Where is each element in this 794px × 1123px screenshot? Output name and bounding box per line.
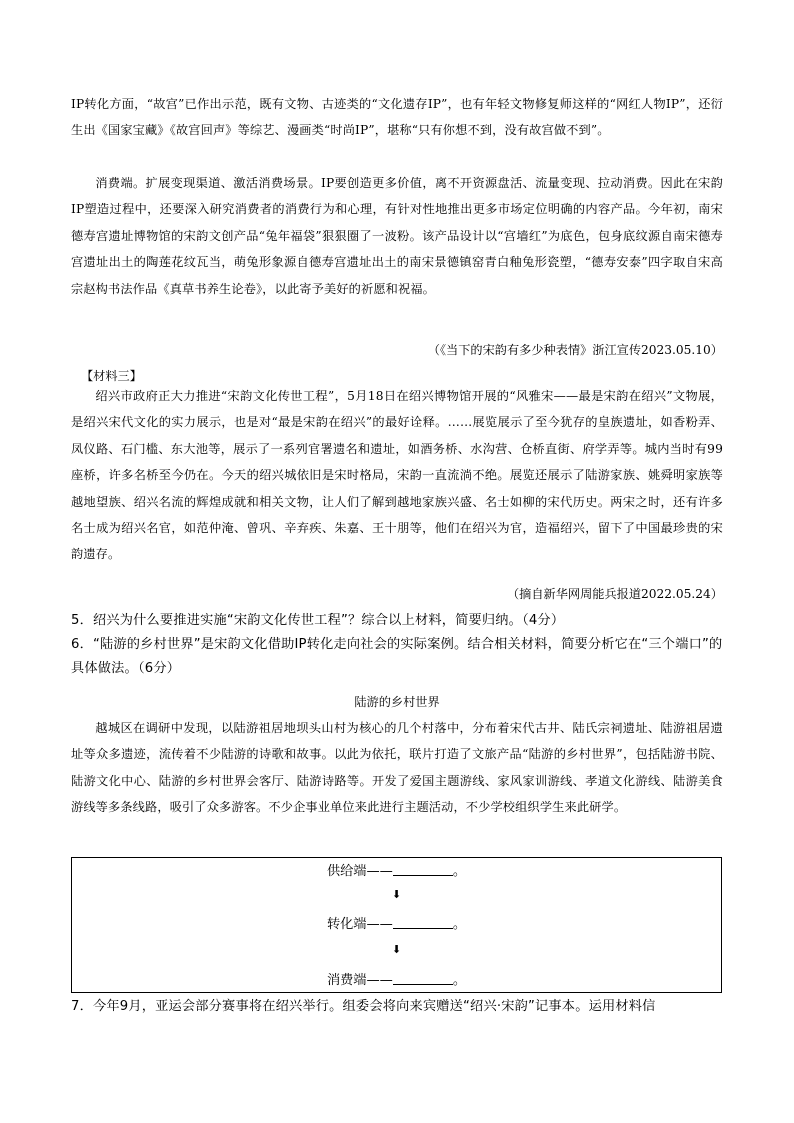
material3-paragraph: 绍兴市政府正大力推进“宋韵文化传世工程”，5月18日在绍兴博物馆开展的“风雅宋——最是宋韵在绍兴”文物展，是绍兴宋代文化的实力展示，也是对“最是宋韵在绍兴”的最好诠释。……展览展示了至今犹存的皇族遗址，如香粉弄、凤仪路、石门槛、东大池等，展示了一系列官署遗名和遗址，如酒务桥、水沟营、仓桥直街、府学弄等。城内当时有99座桥，许多名桥至今仍在。今天的绍兴城依旧是宋时格局，宋韵一直流淌不绝。展览还展示了陆游家族、姚舜明家族等越地望族、绍兴名流的辉煌成就和相关文物，让人们了解到越地家族兴盛、名士如柳的宋代历史。两宋之时，还有许多名士成为绍兴名官，如范仲淹、曾巩、辛弃疾、朱嘉、王十朋等，他们在绍兴为官，造福绍兴，留下了中国最珍贵的宋韵遗存。 (71, 389, 723, 562)
supply-end-label: 供给端—— (326, 864, 393, 879)
consume-end-label: 消费端—— (326, 973, 393, 988)
supply-end-row (72, 860, 721, 879)
case-paragraph: 越城区在调研中发现，以陆游祖居地坝头山村为核心的几个村落中，分布着宋代古井、陆氏宗祠遗址、陆游祖居遗址等众多遗迹，流传着不少陆游的诗歌和故事。以此为依托，联片打造了文旅产品“陆游的乡村世界”，包括陆游书院、陆游文化中心、陆游的乡村世界会客厅、陆游诗路等。开发了爱国主题游线、家风家训游线、孝道文化游线、陆游美食游线等多条线路，吸引了众多游客。不少企事业单位来此进行主题活动，不少学校组织学生来此研学。 (71, 721, 723, 815)
supply-end-mark: 。 (452, 864, 467, 879)
down-arrow-icon: ⬇ (391, 888, 402, 901)
flow-diagram-box (71, 857, 722, 993)
question-5: 5．绍兴为什么要推进实施“宋韵文化传世工程”？综合以上材料，简要归纳。（4分） (71, 613, 565, 628)
transform-end-label: 转化端—— (326, 917, 393, 932)
transform-end-mark: 。 (452, 917, 467, 932)
ip-conversion-paragraph: IP转化方面，“故宫”已作出示范，既有文物、古迹类的“文化遗存IP”，也有年轻文物修复师这样的“网红人物IP”，还衍生出《国家宝藏》《故宫回声》等综艺、漫画类“时尚IP”，堪称“只有你想不到，没有故宫做不到”。 (71, 97, 723, 138)
consume-end-mark: 。 (452, 973, 467, 988)
transform-end-blank[interactable] (393, 916, 453, 929)
question-6: 6．“陆游的乡村世界”是宋韵文化借助IP转化走向社会的实际案例。结合相关材料，简要分析它在“三个端口”的具体做法。（6分） (71, 637, 723, 676)
transform-end-row (72, 913, 721, 932)
consumer-end-paragraph: 消费端。扩展变现渠道、激活消费场景。IP要创造更多价值，离不开资源盘活、流量变现、拉动消费。因此在宋韵IP塑造过程中，还要深入研究消费者的消费行为和心理，有针对性地推出更多市场定位明确的内容产品。今年初，南宋德寿宫遗址博物馆的宋韵文创产品“兔年福袋”狠狠圈了一波粉。该产品设计以“宫墙红”为底色，包身底纹源自南宋德寿宫遗址出土的陶莲花纹瓦当，萌兔形象源自德寿宫遗址出土的南宋景德镇窑青白釉兔形瓷塑，“德寿安泰”四字取自宋高宗赵构书法作品《真草书养生论卷》，以此寄予美好的祈愿和祝福。 (71, 176, 723, 296)
supply-end-blank[interactable] (393, 863, 453, 876)
down-arrow-icon: ⬇ (391, 943, 402, 956)
material2-source: （《当下的宋韵有多少种表情》浙江宣传2023.05.10） (427, 343, 723, 357)
consume-end-row (72, 969, 721, 988)
material3-source: （摘自新华网周能兵报道2022.05.24） (506, 587, 723, 601)
question-7: 7．今年9月，亚运会部分赛事将在绍兴举行。组委会将向来宾赠送“绍兴·宋韵”记事本。运用材料信 (71, 999, 656, 1014)
material3-label: 【材料三】 (81, 369, 142, 383)
case-title: 陆游的乡村世界 (354, 695, 440, 709)
consume-end-blank[interactable] (393, 972, 453, 985)
